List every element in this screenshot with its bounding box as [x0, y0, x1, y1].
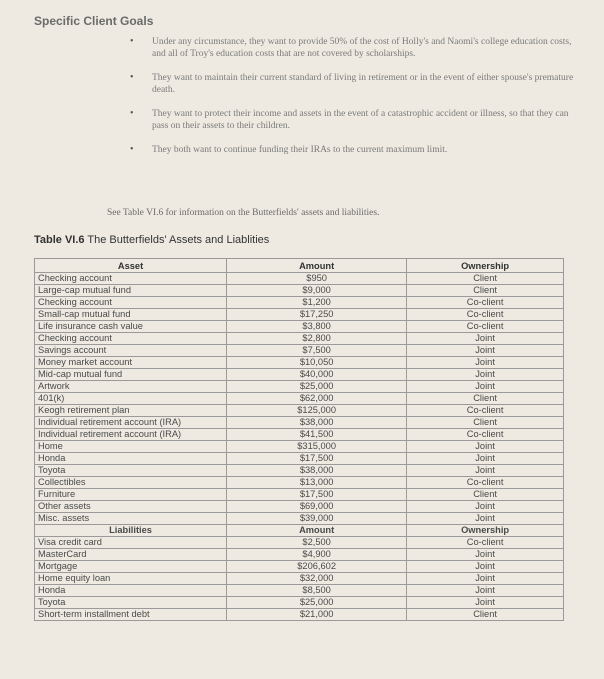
item-name: Honda — [35, 585, 227, 597]
ownership-column-header: Ownership — [407, 525, 564, 537]
item-ownership: Client — [407, 417, 564, 429]
liabilities-column-header: Liabilities — [35, 525, 227, 537]
liability-row — [35, 597, 564, 609]
item-ownership: Joint — [407, 441, 564, 453]
item-ownership: Co-client — [407, 297, 564, 309]
asset-row — [35, 501, 564, 513]
goal-item — [130, 108, 575, 132]
asset-row — [35, 297, 564, 309]
item-ownership: Joint — [407, 585, 564, 597]
item-ownership: Joint — [407, 333, 564, 345]
item-amount: $38,000 — [227, 417, 407, 429]
table-label: Table VI.6 — [34, 234, 85, 246]
asset-row — [35, 285, 564, 297]
item-amount: $62,000 — [227, 393, 407, 405]
item-name: Honda — [35, 453, 227, 465]
item-amount: $4,900 — [227, 549, 407, 561]
item-ownership: Joint — [407, 549, 564, 561]
item-ownership: Joint — [407, 345, 564, 357]
item-amount: $39,000 — [227, 513, 407, 525]
asset-row — [35, 417, 564, 429]
item-ownership: Co-client — [407, 537, 564, 549]
item-amount: $315,000 — [227, 441, 407, 453]
item-ownership: Joint — [407, 501, 564, 513]
item-amount: $9,000 — [227, 285, 407, 297]
item-name: Other assets — [35, 501, 227, 513]
item-ownership: Co-client — [407, 477, 564, 489]
item-ownership: Client — [407, 285, 564, 297]
item-name: Home — [35, 441, 227, 453]
asset-row — [35, 453, 564, 465]
item-amount: $17,500 — [227, 453, 407, 465]
asset-row — [35, 393, 564, 405]
item-name: Home equity loan — [35, 573, 227, 585]
item-name: Mortgage — [35, 561, 227, 573]
bullet-icon: • — [130, 72, 134, 83]
asset-row — [35, 381, 564, 393]
item-ownership: Joint — [407, 561, 564, 573]
asset-row — [35, 273, 564, 285]
item-ownership: Joint — [407, 513, 564, 525]
goal-text: They want to maintain their current standard of living in retirement or in the event of either spouse's premature death. — [152, 73, 574, 95]
goal-item — [130, 72, 575, 96]
asset-row — [35, 309, 564, 321]
item-amount: $32,000 — [227, 573, 407, 585]
item-name: Artwork — [35, 381, 227, 393]
item-amount: $38,000 — [227, 465, 407, 477]
item-ownership: Client — [407, 489, 564, 501]
asset-row — [35, 489, 564, 501]
asset-row — [35, 429, 564, 441]
item-ownership: Joint — [407, 369, 564, 381]
item-name: Toyota — [35, 465, 227, 477]
section-title: Specific Client Goals — [34, 14, 154, 28]
item-ownership: Client — [407, 609, 564, 621]
bullet-icon: • — [130, 108, 134, 119]
liability-row — [35, 585, 564, 597]
item-ownership: Co-client — [407, 321, 564, 333]
item-amount: $2,800 — [227, 333, 407, 345]
item-amount: $1,200 — [227, 297, 407, 309]
item-amount: $3,800 — [227, 321, 407, 333]
item-amount: $69,000 — [227, 501, 407, 513]
item-amount: $206,602 — [227, 561, 407, 573]
goal-item — [130, 144, 575, 156]
item-name: Large-cap mutual fund — [35, 285, 227, 297]
item-name: Money market account — [35, 357, 227, 369]
amount-column-header: Amount — [227, 525, 407, 537]
goal-text: They both want to continue funding their IRAs to the current maximum limit. — [152, 145, 448, 155]
goal-text: Under any circumstance, they want to provide 50% of the cost of Holly's and Naomi's college education costs, and all of Troy's education costs that are not covered by scholarships. — [152, 37, 572, 59]
item-amount: $125,000 — [227, 405, 407, 417]
item-name: Individual retirement account (IRA) — [35, 417, 227, 429]
goal-item — [130, 36, 575, 60]
asset-row — [35, 513, 564, 525]
table-reference-note: See Table VI.6 for information on the Butterfields' assets and liabilities. — [107, 208, 380, 218]
asset-row — [35, 405, 564, 417]
item-name: Misc. assets — [35, 513, 227, 525]
item-name: Savings account — [35, 345, 227, 357]
item-amount: $40,000 — [227, 369, 407, 381]
asset-row — [35, 357, 564, 369]
item-amount: $950 — [227, 273, 407, 285]
item-amount: $25,000 — [227, 597, 407, 609]
item-ownership: Co-client — [407, 309, 564, 321]
table-caption — [34, 234, 269, 246]
item-name: Individual retirement account (IRA) — [35, 429, 227, 441]
item-name: Furniture — [35, 489, 227, 501]
item-amount: $2,500 — [227, 537, 407, 549]
item-name: Short-term installment debt — [35, 609, 227, 621]
goals-list — [130, 36, 575, 168]
asset-row — [35, 465, 564, 477]
amount-column-header: Amount — [227, 259, 407, 273]
asset-row — [35, 345, 564, 357]
item-name: Keogh retirement plan — [35, 405, 227, 417]
asset-row — [35, 333, 564, 345]
assets-liabilities-table — [34, 258, 564, 621]
bullet-icon: • — [130, 36, 134, 47]
item-name: Checking account — [35, 333, 227, 345]
item-amount: $7,500 — [227, 345, 407, 357]
item-amount: $13,000 — [227, 477, 407, 489]
liability-row — [35, 549, 564, 561]
liability-row — [35, 537, 564, 549]
item-ownership: Joint — [407, 465, 564, 477]
liability-row — [35, 561, 564, 573]
goal-text: They want to protect their income and assets in the event of a catastrophic accident or illness, so that they can pass on their assets to their children. — [152, 109, 569, 131]
asset-header-row — [35, 259, 564, 273]
item-ownership: Joint — [407, 381, 564, 393]
asset-row — [35, 369, 564, 381]
item-amount: $17,250 — [227, 309, 407, 321]
liability-header-row — [35, 525, 564, 537]
asset-row — [35, 477, 564, 489]
ownership-column-header: Ownership — [407, 259, 564, 273]
asset-row — [35, 441, 564, 453]
asset-column-header: Asset — [35, 259, 227, 273]
item-amount: $41,500 — [227, 429, 407, 441]
bullet-icon: • — [130, 144, 134, 155]
item-name: Checking account — [35, 273, 227, 285]
item-amount: $10,050 — [227, 357, 407, 369]
item-name: 401(k) — [35, 393, 227, 405]
item-ownership: Joint — [407, 573, 564, 585]
item-name: Mid-cap mutual fund — [35, 369, 227, 381]
liability-row — [35, 573, 564, 585]
item-amount: $8,500 — [227, 585, 407, 597]
item-ownership: Client — [407, 393, 564, 405]
item-ownership: Client — [407, 273, 564, 285]
liability-row — [35, 609, 564, 621]
item-amount: $17,500 — [227, 489, 407, 501]
item-name: Toyota — [35, 597, 227, 609]
item-name: MasterCard — [35, 549, 227, 561]
item-ownership: Joint — [407, 453, 564, 465]
item-name: Life insurance cash value — [35, 321, 227, 333]
item-ownership: Joint — [407, 357, 564, 369]
item-ownership: Co-client — [407, 429, 564, 441]
item-amount: $25,000 — [227, 381, 407, 393]
table-title: The Butterfields' Assets and Liablities — [87, 234, 270, 246]
item-name: Collectibles — [35, 477, 227, 489]
item-name: Small-cap mutual fund — [35, 309, 227, 321]
item-name: Visa credit card — [35, 537, 227, 549]
asset-row — [35, 321, 564, 333]
item-amount: $21,000 — [227, 609, 407, 621]
item-ownership: Co-client — [407, 405, 564, 417]
item-ownership: Joint — [407, 597, 564, 609]
item-name: Checking account — [35, 297, 227, 309]
